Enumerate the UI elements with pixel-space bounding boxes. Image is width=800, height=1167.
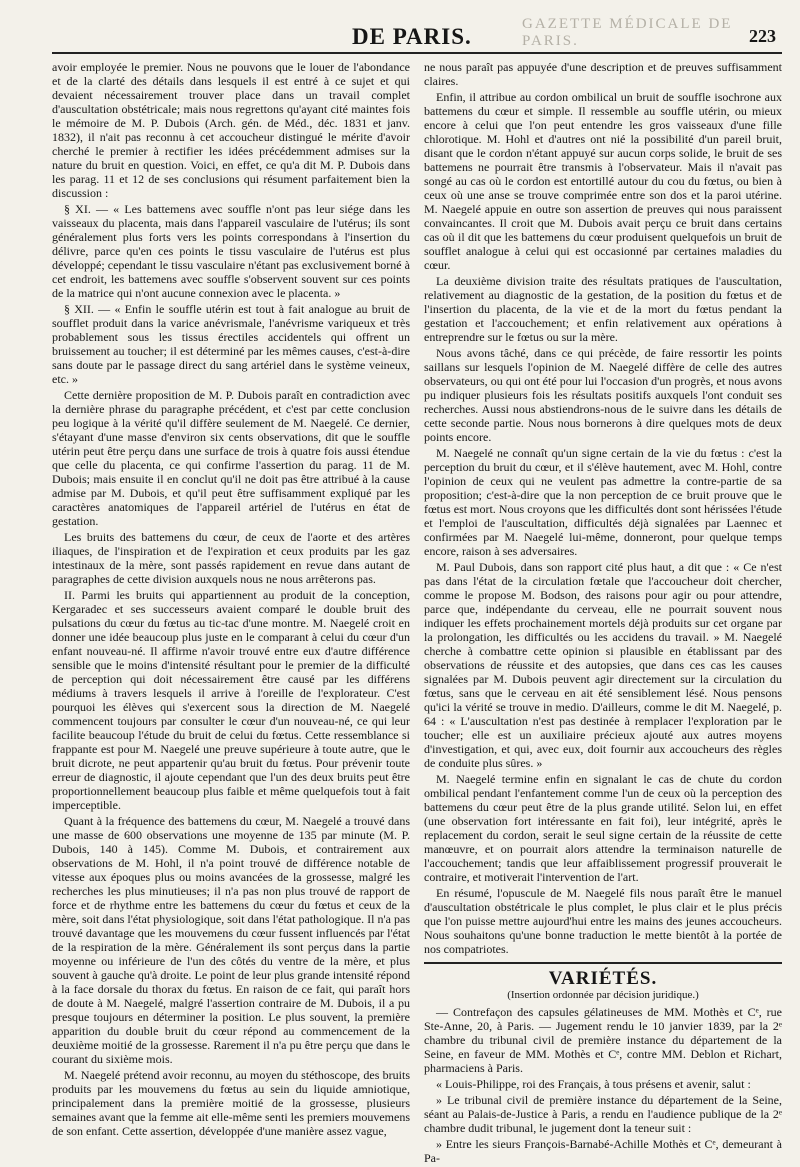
left-column <box>52 60 410 1167</box>
bleed-through-text: GAZETTE MÉDICALE DE PARIS. <box>522 16 733 49</box>
page-header <box>52 14 782 54</box>
paragraph: Les bruits des battemens du cœur, de ceux de l'aorte et des artères iliaques, de l'inspiration et de l'expiration et ceux produits par les gaz intestinaux de la mère, sont passés rapidement en revue dans autant de paragraphes de cette division auxquels nous ne nous arrêterons pas. <box>52 530 410 586</box>
paragraph: ne nous paraît pas appuyée d'une description et de preuves suffisamment claires. <box>424 60 782 88</box>
paragraph: « Louis-Philippe, roi des Français, à tous présens et avenir, salut : <box>436 1077 751 1091</box>
paragraph: avoir employée le premier. Nous ne pouvons que le louer de l'abondance et de la clarté des détails dans lesquels il est entré à ce sujet et qui devaient nécessairement trouver place dans un travail complet d'auscultation obstétricale; mais nous regrettons qu'ayant cité maintes fois le mémoire de M. P. Dubois (Arch. gén. de Méd., déc. 1831 et janv. 1832), il n'ait pas reconnu à cet accoucheur distingué le mérite d'avoir cherché le premier à rectifier les idées précédemment admises sur la nature du bruit en question. Voici, en effet, ce qu'a dit M. P. Dubois dans les parag. 11 et 12 de ses conclusions qui résument parfaitement bien la discussion : <box>52 60 410 200</box>
paragraph: » Le tribunal civil de première instance du département de la Seine, séant au Palais-de-Justice à Paris, a rendu en l'audience publique de la 2ᵉ chambre dudit tribunal, le jugement dont la teneur suit : <box>424 1093 782 1135</box>
paragraph: Enfin, il attribue au cordon ombilical un bruit de souffle isochrone aux battemens du cœur et simple. Il ressemble au souffle utérin, ou mieux encore à celui que l'on peut entendre les gros vaisseaux d'une fille chlorotique. M. Hohl et d'autres ont nié la possibilité d'un pareil bruit, disant que le cordon n'étant appuyé sur aucun corps solide, le bruit de ses battemens ne pourrait être transmis à l'observateur. Mais il n'avait pas songé au cas où le cordon est entortillé autour du cou du fœtus, ou bien à ceux où une anse se trouve comprimée entre son dos et la paroi utérine. M. Naegelé appuie en outre son assertion de preuves qui nous paraissent convaincantes. Il croit que M. Dubois avait perçu ce bruit dans certains cas où il dit que les battemens du cœur produisent quelquefois un bruit de soufflet analogue à celui qui est occasionné par certaines maladies du cœur. <box>424 90 782 272</box>
paragraph: En résumé, l'opuscule de M. Naegelé fils nous paraît être le manuel d'auscultation obstétricale le plus complet, le plus clair et le plus précis que l'on puisse mettre aujourd'hui entre les mains des jeunes accoucheurs. Nous souhaitons qu'une bonne traduction le mette bientôt à la portée de nos compatriotes. <box>424 886 782 956</box>
paragraph: Quant à la fréquence des battemens du cœur, M. Naegelé a trouvé dans une masse de 600 observations une moyenne de 135 par minute (M. P. Dubois, 140 à 145). Comme M. Dubois, et contrairement aux observations de M. Hohl, il n'a point trouvé de différence notable de vitesse aux époques plus ou moins avancées de la grossesse, malgré les recherches les plus minutieuses; il n'a pas non plus trouvé de rapport de force et de rhythme entre les battemens du cœur du fœtus et ceux de la mère, soit dans l'état physiologique, soit dans l'état pathologique. Il n'a pas trouvé davantage que les mouvemens du cœur fussent influencés par l'état de la respiration de la mère. Généralement ils sont perçus dans la partie moyenne ou inférieure de l'un des côtés du ventre de la mère, et plus souvent à gauche qu'à droite. Le point de leur plus grande intensité répond à la face dorsale du thorax du fœtus. En raison de ce fait, qui paraît hors de doute à M. Naegelé, malgré l'assertion contraire de M. Dubois, il a pu presque toujours en déterminer la position. Le plus souvent, la première apparition du double bruit du cœur répond au commencement de la deuxième moitié de la grossesse. Rarement il n'a pu être perçu que dans le courant du sixième mois. <box>52 814 410 1066</box>
text-columns <box>52 60 782 1167</box>
section-subtitle: (Insertion ordonnée par décision juridique.) <box>507 989 699 1001</box>
right-column-text <box>424 60 782 956</box>
paragraph: Nous avons tâché, dans ce qui précède, de faire ressortir les points saillans sur lesquels l'opinion de M. Naegelé diffère de celle des autres observateurs, ou qui ont été pour lui l'occasion d'un progrès, et nous avons pu indiquer plusieurs fois les résultats positifs auxquels l'ont conduit ses recherches. Aussi nous abstiendrons-nous de le suivre dans les détails de cette seconde partie. Nous nous bornerons à dire quelques mots de deux points encore. <box>424 346 782 444</box>
page-title: DE PARIS. <box>352 24 472 49</box>
right-column <box>424 60 782 1167</box>
varietes-text <box>424 1005 782 1165</box>
paragraph: M. Naegelé prétend avoir reconnu, au moyen du stéthoscope, des bruits produits par les mouvemens du fœtus au sein du liquide amniotique, principalement dans la première moitié de la grossesse, plusieurs semaines avant que la femme ait elle-même senti les premiers mouvemens de son enfant. Cette assertion, développée d'une manière assez vague, <box>52 1068 410 1138</box>
paragraph: § XII. — « Enfin le souffle utérin est tout à fait analogue au bruit de soufflet produit dans la varice anévrismale, l'anévrisme variqueux et très probablement sous les tissus érectiles accidentels qui offrent un bruissement au toucher; il est déterminé par les mêmes causes, c'est-à-dire sans doute par le passage direct du sang artériel dans le système veineux, etc. » <box>52 302 410 386</box>
paragraph: La deuxième division traite des résultats pratiques de l'auscultation, relativement au diagnostic de la gestation, de la position du fœtus et de l'insertion du placenta, de la vie et de la mort du fœtus pendant la gestation et l'accouchement; et enfin relativement aux opérations à entreprendre sur le fœtus ou sur la mère. <box>424 274 782 344</box>
paragraph: II. Parmi les bruits qui appartiennent au produit de la conception, Kergaradec et ses successeurs avaient comparé le double bruit des pulsations du cœur du fœtus au tic-tac d'une montre. M. Naegelé croit en donner une idée beaucoup plus juste en le comparant à celui du cœur d'un enfant nouveau-né. Il affirme n'avoir trouvé entre eux d'autre différence sensible que le moins d'intensité résultant pour le premier de la difficulté de perception qui doit nécessairement être causé par les différens médiums à travers lesquels il arrive à l'oreille de l'explorateur. C'est pourquoi les élèves qui s'exercent sous la direction de M. Naegelé commencent toujours par consulter le cœur d'un nouveau-né, ce qui leur facilite beaucoup l'étude du bruit de celui du fœtus. Cette ressemblance si frappante est pour M. Naegelé une preuve supérieure à toute autre, que le bruit dicrote, ne peut appartenir qu'au bruit du fœtus. Pour prévenir toute erreur de diagnostic, il ajoute cependant que l'un des deux bruits peut être proportionnellement beaucoup plus faible et même quelquefois tout à fait imperceptible. <box>52 588 410 812</box>
paragraph: » Entre les sieurs François-Barnabé-Achille Mothès et Cᵉ, demeurant à Pa- <box>424 1137 782 1165</box>
paragraph: § XI. — « Les battemens avec souffle n'ont pas leur siége dans les vaisseaux du placenta, mais dans l'appareil vasculaire de l'utérus; ils sont généralement plus forts vers les points correspondans à l'insertion du délivre, parce qu'en ces points le tissu vasculaire de l'utérus est plus développé; cependant le tissu vasculaire n'étant pas exclusivement borné à cet endroit, les battemens avec souffle s'observent souvent sur ces points de la matrice qui n'ont aucune connexion avec le placenta. » <box>52 202 410 300</box>
paragraph: — Contrefaçon des capsules gélatineuses de MM. Mothès et Cᵉ, rue Ste-Anne, 20, à Paris. — Jugement rendu le 10 janvier 1839, par la 2ᵉ chambre du tribunal civil de première instance du département de la Seine, en faveur de MM. Mothès et Cᵉ, contre MM. Deblon et Richart, pharmaciens à Paris. <box>424 1005 782 1075</box>
paragraph: M. Paul Dubois, dans son rapport cité plus haut, a dit que : « Ce n'est pas dans l'état de la circulation fœtale que l'accoucheur doit chercher, comme le propose M. Bodson, des raisons pour agir ou pour attendre, parce que, indépendante du cerveau, elle ne pourrait souvent nous indiquer les effets prochainement mortels déjà produits sur cet organe par la prolongation, les difficultés ou les accidens du travail. » M. Naegelé cherche à combattre cette opinion si plausible en établissant par des observations de réussite et des autopsies, que dans ces cas les causes signalées par M. Dubois peuvent agir directement sur la circulation du fœtus, sans que le cerveau en ait été sensiblement lésé. Nous pensons qu'ici la vérité se trouve in medio. D'ailleurs, comme le dit M. Naegelé, p. 64 : « L'auscultation n'est pas destinée à remplacer l'exploration par le toucher; elle est un auxiliaire précieux ajouté aux autres moyens d'investigation, et qui, avec eux, doit fournir aux accoucheurs des règles de conduite plus sûres. » <box>424 560 782 770</box>
section-title: VARIÉTÉS. <box>548 968 658 989</box>
paragraph: M. Naegelé termine enfin en signalant le cas de chute du cordon ombilical pendant l'enfantement comme l'un de ceux où la perception des battemens du cœur peut être de la plus grande utilité. Selon lui, en effet (une observation fort intéressante en fait foi), leur intégrité, après le replacement du cordon, serait le seul signe certain de la réussite de cette manœuvre, et on pourrait alors attendre la terminaison naturelle de l'accouchement; tandis que leur affaiblissement progressif prouverait le contraire, et motiverait l'intervention de l'art. <box>424 772 782 884</box>
section-divider <box>424 962 782 964</box>
paragraph: Cette dernière proposition de M. P. Dubois paraît en contradiction avec la dernière phrase du paragraphe précédent, et c'est par cette conclusion peu logique à la vérité qu'il diffère seulement de M. Naegelé. Ce dernier, s'étayant d'une masse d'environ six cents observations, dit que le souffle utérin peut être perçu dans une surface de trois à quatre fois aussi étendue que celle du placenta, ce qui confirme l'assertion du parag. 11 de M. Dubois; mais ensuite il en conclut qu'il ne doit pas être attribué à la cause admise par M. Dubois, et qu'il peut être suffisamment expliqué par les caractères anatomiques de l'appareil artériel de l'utérus en état de gestation. <box>52 388 410 528</box>
paragraph: M. Naegelé ne connaît qu'un signe certain de la vie du fœtus : c'est la perception du bruit du cœur, et il s'élève hautement, avec M. Hohl, contre l'opinion de ceux qui ne veulent pas admettre la contre-partie de sa proposition; c'est-à-dire que la non perception de ce bruit prouve que le fœtus est mort. Nous croyons que les difficultés dont sont hérissées l'étude et l'emploi de l'auscultation, difficultés déjà signalées par Laennec et confirmées par M. Naegelé lui-même, donneront, pour quelque temps encore, raison à ses adversaires. <box>424 446 782 558</box>
page-number: 223 <box>749 26 776 46</box>
